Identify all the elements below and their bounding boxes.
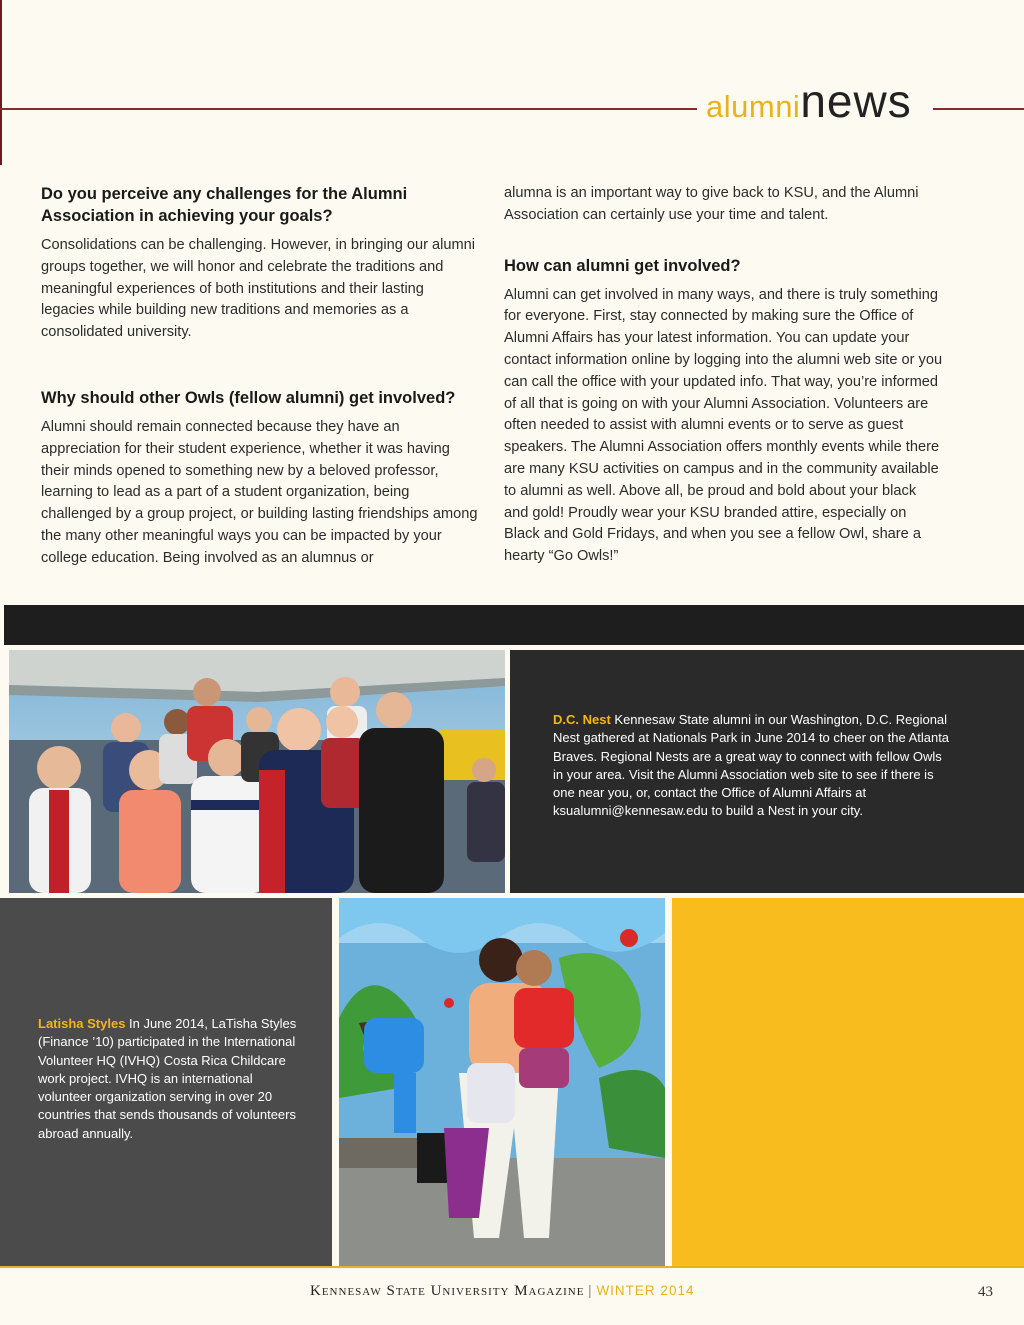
answer-paragraph: alumna is an important way to give back to KSU, and the Alumni Association can certainly use your time and talent. <box>504 185 919 223</box>
section-masthead <box>706 75 912 127</box>
header-rule-left <box>0 108 697 110</box>
caption-highlight: Latisha Styles <box>38 1016 126 1031</box>
magazine-title: Kennesaw State University Magazine <box>310 1283 585 1299</box>
answer-paragraph: Alumni can get involved in many ways, and there is truly something for everyone. First, stay connected by making sure the Office of Alumni Affairs has your latest information. You can update your contact information online by logging into the alumni web site or you can call the office with your updated info. That way, you’re informed of all that is going on with your Alumni Association. Volunteers are often needed to assist with alumni events or to serve as guest speakers. The Alumni Association offers monthly events while there are many KSU activities on campus and in the community available to alumni as well. Above all, be proud and bold about your black and gold! Proudly wear your KSU branded attire, especially on Black and Gold Fridays, and when you see a fellow Owl, share a hearty “Go Owls!” <box>504 286 943 565</box>
answer-paragraph: Consolidations can be challenging. However, in bringing our alumni groups together, we will honor and celebrate the traditions and meaningful experiences of both institutions and their lasting legacies while building new traditions and memories as a consolidated university. <box>41 237 476 341</box>
ballpark-photo-illustration <box>9 650 505 893</box>
latisha-caption <box>38 1015 300 1143</box>
issue-label: WINTER 2014 <box>596 1283 695 1298</box>
mural-photo-illustration <box>339 898 665 1266</box>
caption-text: In June 2014, LaTisha Styles (Finance ’10) participated in the International Volunteer HQ (IVHQ) Costa Rica Childcare work project. IVHQ is an international volunteer organization serving in over 20 countries that sends thousands of volunteers abroad annually. <box>38 1016 297 1141</box>
dc-nest-group-photo <box>9 650 505 893</box>
answer-paragraph: Alumni should remain connected because they have an appreciation for their student experience, whether it was having their minds opened to something new by a beloved professor, learning to lead as a part of a student organization, being challenged by a group project, or building lasting friendships among the many other meaningful ways you can be impacted by your college education. Being involved as an alumnus or <box>41 418 478 566</box>
question-heading: Do you perceive any challenges for the Alumni Association in achieving your goals? <box>41 185 408 225</box>
header-rule-right <box>933 108 1024 110</box>
dc-nest-caption-box <box>510 650 1024 893</box>
divider-band <box>4 605 1024 645</box>
question-heading: How can alumni get involved? <box>504 256 741 275</box>
masthead-alumni: alumni <box>706 89 801 124</box>
right-column <box>504 183 944 568</box>
left-column <box>41 183 481 570</box>
dc-nest-caption <box>553 711 953 821</box>
accent-block <box>672 898 1024 1266</box>
caption-text: Kennesaw State alumni in our Washington, D.C. Regional Nest gathered at Nationals Park in June 2014 to cheer on the Atlanta Braves. Regional Nests are a great way to connect with fellow Owls in your area. Visit the Alumni Association web site to see if there is one near you, or, contact the Office of Alumni Affairs at ksualumni@kennesaw.edu to build a Nest in your city. <box>553 712 950 819</box>
left-accent-bar <box>0 0 2 165</box>
latisha-volunteer-photo <box>339 898 665 1266</box>
question-heading: Why should other Owls (fellow alumni) get involved? <box>41 388 456 407</box>
footer-separator: | <box>588 1283 593 1299</box>
masthead-news: news <box>800 75 912 127</box>
caption-highlight: D.C. Nest <box>553 712 611 727</box>
page-number: 43 <box>978 1284 993 1300</box>
footer-rule <box>0 1266 1024 1268</box>
footer-magazine-line <box>310 1283 694 1300</box>
latisha-caption-box <box>0 898 332 1266</box>
